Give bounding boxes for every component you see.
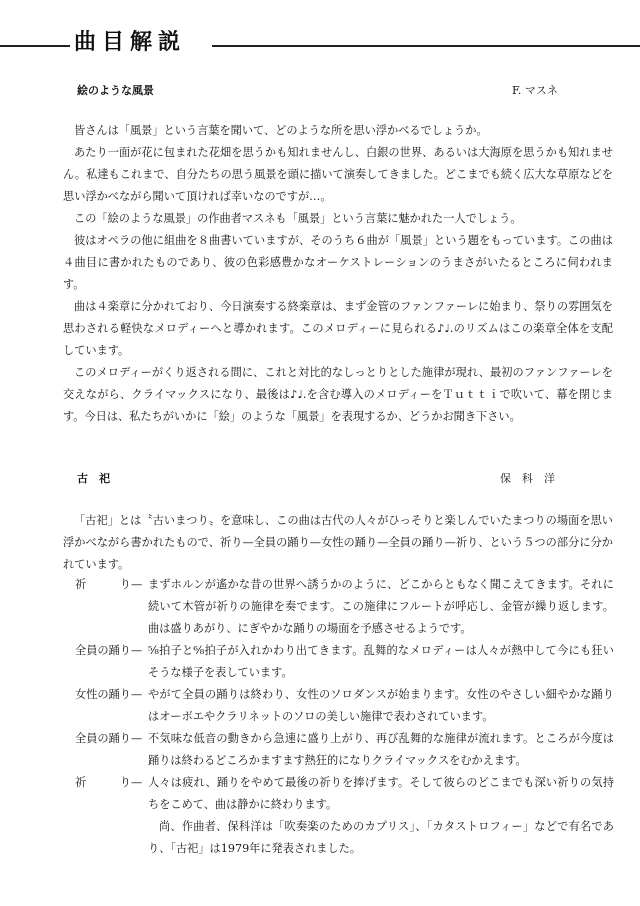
header-rule-left <box>0 45 70 47</box>
movement-label: 全員の踊り— <box>75 644 143 657</box>
paragraph: この「絵のような風景」の作曲者マスネも「風景」という言葉に魅かれた一人でしょう。 <box>74 212 522 225</box>
closing-note: 尚、作曲者、保科洋は「吹奏楽のためのカプリス」、「カタストロフィー」などで有名であり、「古祀」は1979年に発表されました。 <box>148 820 614 855</box>
movement-description: まずホルンが遙かな昔の世界へ誘うかのように、どこからともなく聞こえてきます。それに続いて木管が祈りの施律を奏でます。この施律にフルートが呼応し、金管が繰り返します。曲は盛りあがり、にぎやかな踊りの場面を予感させるようです。 <box>148 578 614 635</box>
movement-label: 女性の踊り— <box>75 688 143 701</box>
paragraph: あたり一面が花に包まれた花畑を思うかも知れませんし、白銀の世界、あるいは大海原を思うかも知れません。私達もこれまで、自分たちの思う風景を頭に描いて演奏してきました。どこまでも続く広大な草原などを思い浮かべながら聞いて頂ければ幸いなのですが…。 <box>63 146 613 203</box>
movement-label: 祈 り— <box>75 578 143 591</box>
page-title: 曲目解説 <box>74 30 187 55</box>
piece-title: 絵のような風景 <box>77 84 154 97</box>
movement-description: 人々は疲れ、踊りをやめて最後の祈りを捧げます。そして彼らのどこまでも深い祈りの気持ちをこめて、曲は静かに終わります。 <box>148 776 614 811</box>
piece-title: 古 祀 <box>77 472 110 485</box>
paragraph: 彼はオペラの他に組曲を８曲書いていますが、そのうち６曲が「風景」という題をもっています。この曲は４曲目に書かれたものであり、彼の色彩感豊かなオーケストレーションのうまさがいたるところに伺われます。 <box>63 234 613 291</box>
movement-description: ⁵⁄₈拍子と⁶⁄₈拍子が入れかわり出てきます。乱舞的なメロディーは人々が熱中して今にも狂いそうな様子を表しています。 <box>148 644 614 679</box>
composer-name: F. マスネ <box>512 84 558 97</box>
paragraph: 曲は４楽章に分かれており、今日演奏する終楽章は、まず金管のファンファーレに始まり、祭りの雰囲気を思わされる軽快なメロディーへと導かれます。このメロディーに見られる♪♩.のリズムはこの楽章全体を支配しています。 <box>63 300 613 357</box>
composer-name: 保 科 洋 <box>500 472 555 485</box>
intro-paragraph: 「古祀」とは〝古いまつり〟を意味し、この曲は古代の人々がひっそりと楽しんでいたまつりの場面を思い浮かべながら書かれたもので、祈り—全員の踊り—女性の踊り—全員の踊り—祈り、という５つの部分に分かれています。 <box>63 514 613 571</box>
header-rule-right <box>212 45 640 47</box>
movement-description: やがて全員の踊りは終わり、女性のソロダンスが始まります。女性のやさしい細やかな踊りはオーボエやクラリネットのソロの美しい施律で表わされています。 <box>148 688 614 723</box>
paragraph: 皆さんは「風景」という言葉を聞いて、どのような所を思い浮かべるでしょうか。 <box>74 124 488 137</box>
movement-label: 全員の踊り— <box>75 732 143 745</box>
paragraph: このメロディーがくり返される間に、これと対比的なしっとりとした施律が現れ、最初のファンファーレを交えながら、クライマックスになり、最後は♪♩.を含む導入のメロディーをＴｕｔｔｉで吹いて、幕を閉じます。今日は、私たちがいかに「絵」のような「風景」を表現するか、どうかお聞き下さい。 <box>63 366 613 423</box>
movement-label: 祈 り— <box>75 776 143 789</box>
movement-description: 不気味な低音の動きから急速に盛り上がり、再び乱舞的な施律が流れます。ところが今度は踊りは終わるどころかますます熱狂的になりクライマックスをむかえます。 <box>148 732 614 767</box>
